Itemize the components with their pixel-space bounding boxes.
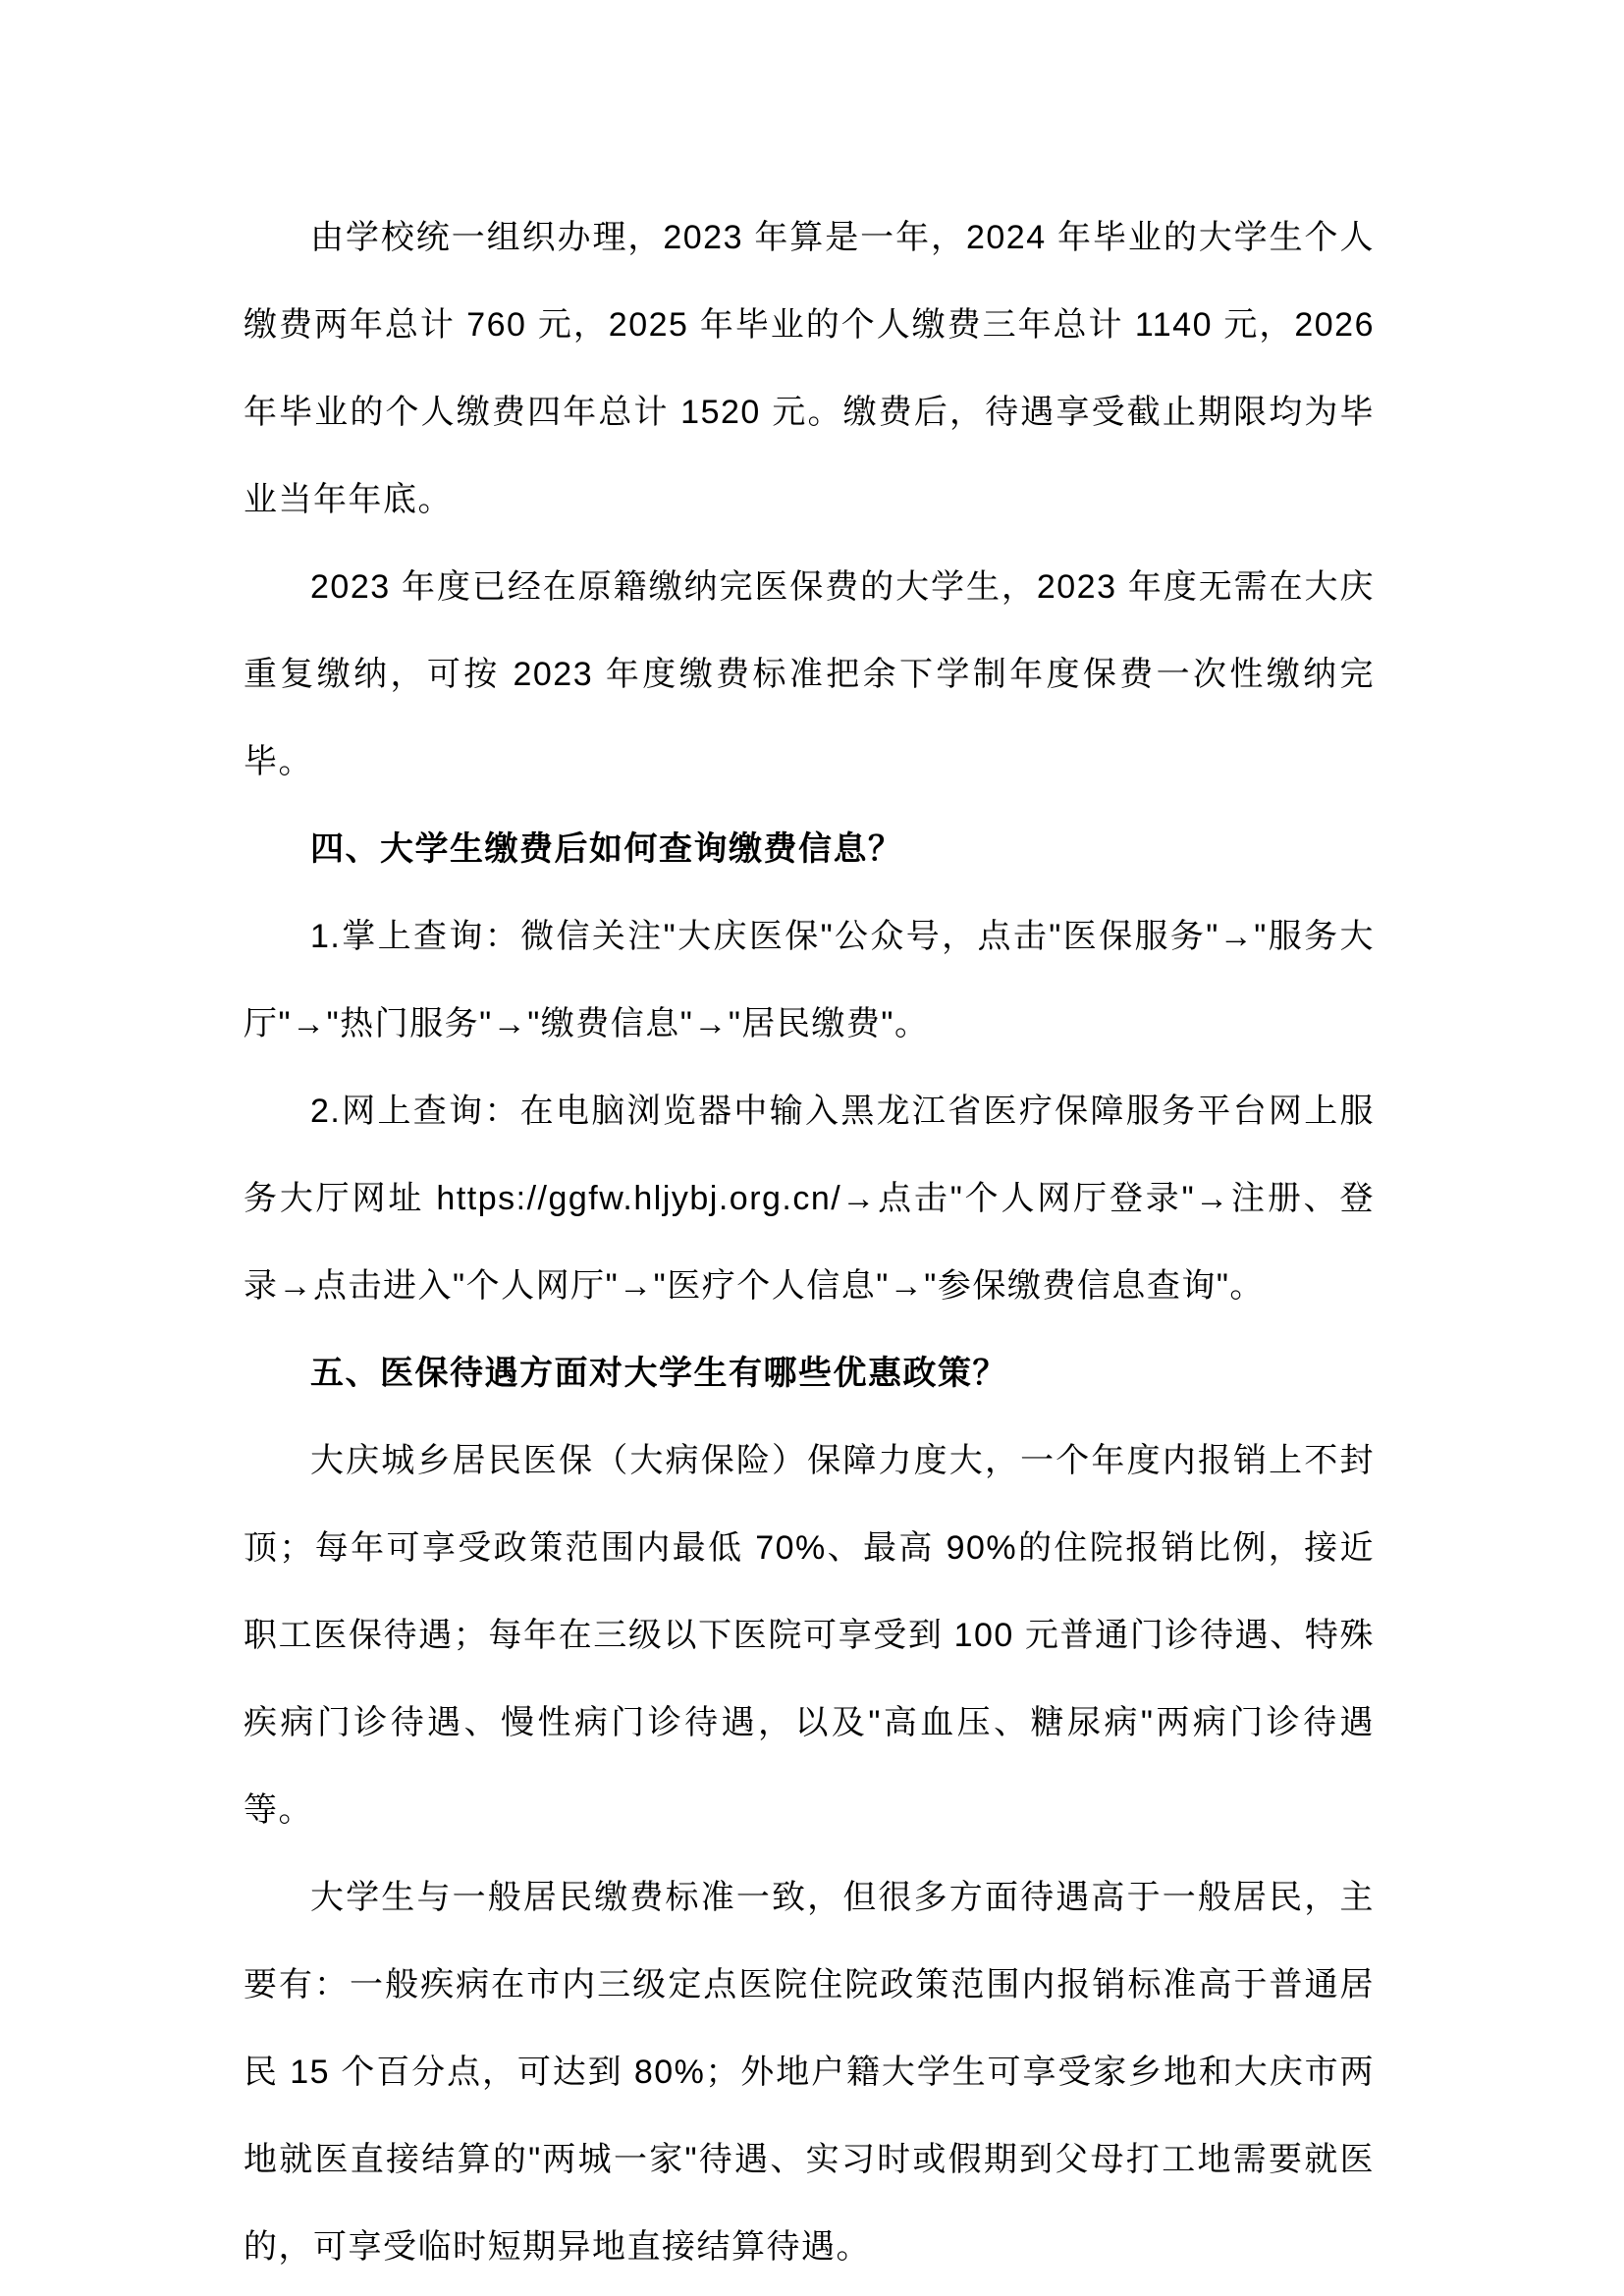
- paragraph-mobile-query-steps: 1.掌上查询：微信关注"大庆医保"公众号，点击"医保服务"→"服务大厅"→"热门服务"→"缴费信息"→"居民缴费"。: [244, 918, 1375, 1042]
- heading-section-five-preferential-policies: 五、医保待遇方面对大学生有哪些优惠政策？: [310, 1355, 1007, 1392]
- paragraph-student-extra-benefits: 大学生与一般居民缴费标准一致，但很多方面待遇高于一般居民，主要有：一般疾病在市内三级定点医院住院政策范围内报销标准高于普通居民 15 个百分点，可达到 80%；外地户籍大学生可享受家乡地和大庆市两地就医直接结算的"两城一家"待遇、实习时或假期到父母打工地需要就医的，可享受临时短期异地直接结算待遇。: [244, 1879, 1375, 2266]
- heading-section-four-query-payment-info: 四、大学生缴费后如何查询缴费信息？: [310, 830, 903, 868]
- document-content: [244, 194, 1375, 2291]
- paragraph-web-query-steps: 2.网上查询：在电脑浏览器中输入黑龙江省医疗保障服务平台网上服务大厅网址 https://ggfw.hljybj.org.cn/→点击"个人网厅登录"→注册、登录→点击进入"个人网厅"→"医疗个人信息"→"参保缴费信息查询"。: [244, 1093, 1375, 1305]
- paragraph-insurance-benefits-overview: 大庆城乡居民医保（大病保险）保障力度大，一个年度内报销上不封顶；每年可享受政策范围内最低 70%、最高 90%的住院报销比例，接近职工医保待遇；每年在三级以下医院可享受到 100 元普通门诊待遇、特殊疾病门诊待遇、慢性病门诊待遇，以及"高血压、糖尿病"两病门诊待遇等。: [244, 1442, 1375, 1829]
- paragraph-2023-already-paid: 2023 年度已经在原籍缴纳完医保费的大学生，2023 年度无需在大庆重复缴纳，可按 2023 年度缴费标准把余下学制年度保费一次性缴纳完毕。: [244, 568, 1375, 780]
- paragraph-school-unified-payment: 由学校统一组织办理，2023 年算是一年，2024 年毕业的大学生个人缴费两年总计 760 元，2025 年毕业的个人缴费三年总计 1140 元，2026 年毕业的个人缴费四年总计 1520 元。缴费后，待遇享受截止期限均为毕业当年年底。: [244, 219, 1375, 518]
